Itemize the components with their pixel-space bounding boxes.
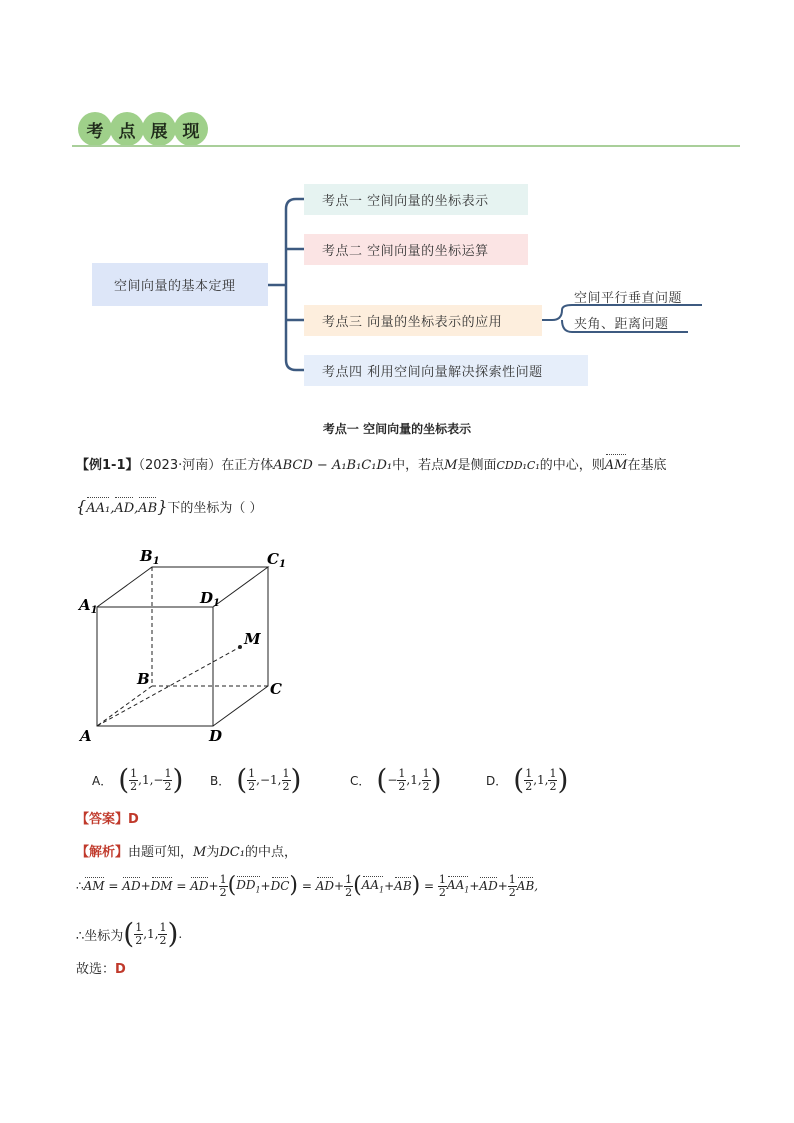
analysis-choose [76, 960, 126, 980]
example-vec-am: AM [605, 456, 628, 476]
example-text1: 在正方体 [221, 458, 274, 473]
cube-front-face [97, 607, 213, 726]
mindmap-node-1: 考点一 空间向量的坐标表示 [304, 184, 528, 215]
label-a1: $A_1$ [79, 596, 98, 616]
header-char-3: 展 [142, 112, 176, 146]
analysis-tag: 【解析】 [76, 845, 129, 860]
analysis-equation: ∴ AM = AD + DM = AD + $\frac{1}{2}$ ( $DD_1$ + DC ) = AD + $\frac{1}{2}$ ( $AA_1$ + AB ) = $\frac{1}{2}$ $AA_1$ + AD + $\frac{1}{2}$ AB , [76, 872, 539, 899]
option-d[interactable]: D． ( $\frac{1}{2}$ ,1, $\frac{1}{2}$ ) [486, 763, 569, 796]
cube-hidden-edges [97, 567, 268, 726]
label-d: D [209, 727, 223, 745]
label-d1: $D_1$ [200, 589, 220, 609]
example-line-2: {AA₁,AD,AB}下的坐标为（ ） [76, 497, 263, 519]
mindmap-root: 空间向量的基本定理 [92, 263, 268, 306]
coords-prefix: ∴坐标为 [76, 928, 124, 944]
basis-ab: AB [138, 499, 157, 519]
example-text2: 中，若点 [392, 458, 445, 473]
mindmap-node-2: 考点二 空间向量的坐标运算 [304, 234, 528, 265]
cube-figure [72, 540, 302, 750]
option-c-label: C． [350, 773, 371, 788]
example-text6: 下的坐标为（ ） [167, 501, 263, 516]
basis-ad: AD [114, 499, 134, 519]
example-cube: ABCD − A₁B₁C₁D₁ [273, 458, 393, 473]
option-c[interactable]: C． ( − $\frac{1}{2}$ ,1, $\frac{1}{2}$ ) [350, 763, 442, 796]
basis-aa1: AA₁ [86, 499, 110, 519]
header-char-4: 现 [174, 112, 208, 146]
cube-top-face [97, 567, 268, 607]
example-source: （2023·河南） [138, 458, 222, 473]
point-m [238, 645, 242, 649]
example-face: CDD₁C₁ [496, 459, 540, 472]
answer-tag: 【答案】 [76, 812, 129, 827]
option-a-label: A． [92, 773, 113, 788]
analysis-text-3: 的中点， [244, 845, 297, 860]
choose-tag: 故选： [76, 962, 116, 977]
answer-value: D [128, 812, 139, 827]
label-b: B [137, 670, 150, 688]
option-d-label: D． [486, 773, 508, 788]
label-m: M [244, 630, 261, 648]
analysis-text-2: 为 [206, 845, 220, 860]
choose-value: D [115, 962, 126, 977]
example-text3: 是侧面 [457, 458, 497, 473]
mindmap-leaf-1: 空间平行垂直问题 [574, 291, 683, 306]
example-line-1 [76, 456, 666, 476]
option-b[interactable]: B． ( $\frac{1}{2}$ ,−1, $\frac{1}{2}$ ) [210, 763, 302, 796]
mindmap-node-3: 考点三 向量的坐标表示的应用 [304, 305, 542, 336]
header-char-2: 点 [110, 112, 144, 146]
example-point: M [444, 458, 458, 473]
option-b-label: B． [210, 773, 231, 788]
analysis-text-1: 由题可知， [128, 845, 194, 860]
analysis-dc1: DC₁ [219, 845, 245, 860]
label-c1: $C_1$ [267, 550, 286, 570]
answer [76, 810, 139, 830]
branch-spine [286, 199, 304, 370]
analysis-coords: ∴坐标为 ( $\frac{1}{2}$ ,1, $\frac{1}{2}$ ) . [76, 917, 183, 950]
label-a: A [80, 727, 92, 745]
mindmap-node-4: 考点四 利用空间向量解决探索性问题 [304, 355, 588, 386]
example-text4: 的中心，则 [539, 458, 605, 473]
header-char-1: 考 [78, 112, 112, 146]
example-text5: 在基底 [627, 458, 667, 473]
section-title: 考点一 空间向量的坐标表示 [322, 422, 472, 436]
analysis-point-m: M [193, 845, 207, 860]
option-a[interactable]: A． ( $\frac{1}{2}$ ,1,− $\frac{1}{2}$ ) [92, 763, 184, 796]
label-b1: $B_1$ [140, 547, 160, 567]
mindmap-leaf-2: 夹角、距离问题 [574, 317, 669, 332]
example-tag: 【例1-1】 [76, 458, 139, 473]
label-c: C [270, 680, 282, 698]
analysis-line-1 [76, 843, 297, 863]
